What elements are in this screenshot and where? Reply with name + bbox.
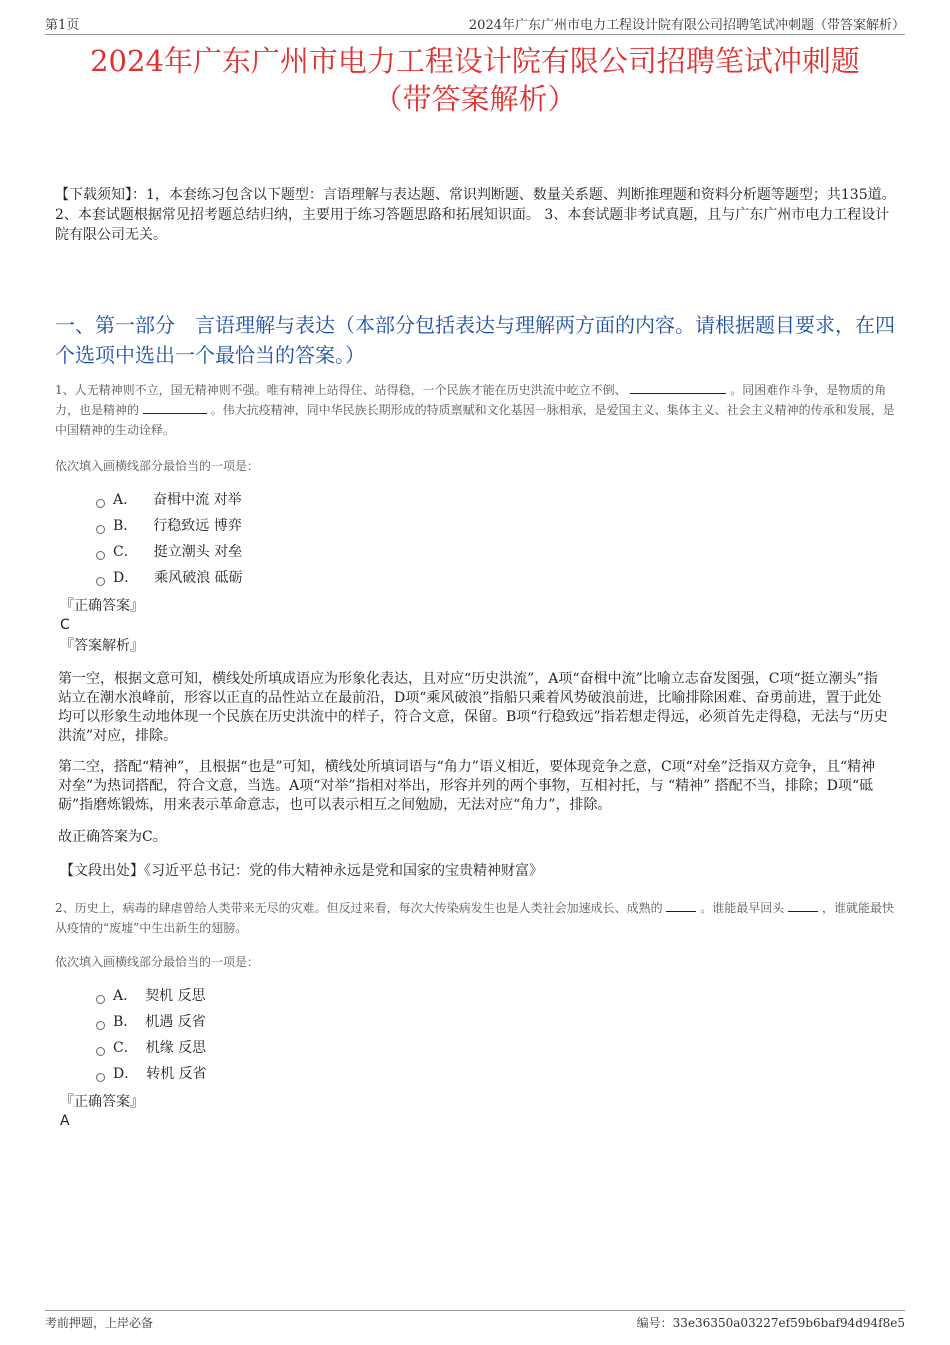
page-header (45, 14, 905, 35)
title-line-2: （带答案解析） (373, 82, 577, 116)
radio-icon[interactable] (96, 551, 105, 560)
q1-analysis-para-2: 第二空，搭配“精神”，且根据“也是”可知，横线处所填词语与“角力”语义相近，要体现竞争之意，C项“对垒”泛指双方竞争，且“精神对垒”为热词搭配，符合文意，当选。A项“对举”指相对举出，形容并列的两个事物，互相衬托，与 “精神” 搭配不当，排除；D项“砥砺”指磨炼锻炼，用来表示革命意志，也可以表示相互之间勉励，无法对应“角力”，排除。 (58, 759, 876, 813)
q1-options (96, 487, 243, 591)
footer-slogan: 考前押题，上岸必备 (45, 1316, 154, 1330)
q1-option-c[interactable]: C． 挺立潮头 对垒 (96, 539, 243, 565)
q2-answer-label: 『正确答案』 (60, 1094, 144, 1110)
q1-blank-2 (143, 401, 207, 414)
header-doc-title: 2024年广东广州市电力工程设计院有限公司招聘笔试冲刺题（带答案解析） (468, 18, 905, 33)
q2-answer: A (60, 1113, 70, 1129)
q1-source: 【文段出处】《习近平总书记：党的伟大精神永远是党和国家的宝贵精神财富》 (60, 863, 543, 879)
radio-icon[interactable] (96, 1047, 105, 1056)
q2-option-a[interactable]: A． 契机 反思 (96, 983, 207, 1009)
page-footer (45, 1310, 905, 1331)
section-title: 一、第一部分 言语理解与表达（本部分包括表达与理解两方面的内容。请根据题目要求，在四个选项中选出一个最恰当的答案。） (55, 313, 895, 367)
q1-option-d[interactable]: D． 乘风破浪 砥砺 (96, 565, 243, 591)
q1-analysis-label: 『答案解析』 (60, 638, 144, 654)
q1-text-c: 。伟大抗疫精神，同中华民族长期形成的特质禀赋和文化基因一脉相承，是爱国主义、集体主义、社会主义精神的传承和发展，是中国精神的生动诠释。 (55, 403, 895, 437)
q1-prompt: 依次填入画横线部分最恰当的一项是： (55, 459, 260, 473)
q1-answer-label: 『正确答案』 (60, 598, 144, 614)
q1-blank-1 (630, 381, 726, 394)
radio-icon[interactable] (96, 525, 105, 534)
q2-options (96, 983, 207, 1087)
q2-text-b: 。谁能最早回头 (700, 901, 785, 915)
q2-prompt: 依次填入画横线部分最恰当的一项是： (55, 955, 260, 969)
q2-blank-1 (666, 899, 696, 912)
radio-icon[interactable] (96, 995, 105, 1004)
question-2-text (55, 898, 895, 938)
q1-analysis-para-3: 故正确答案为C。 (58, 829, 167, 845)
q2-blank-2 (788, 899, 818, 912)
question-1-text (55, 380, 895, 440)
q2-text-c: ，谁就能最快从疫情的“废墟”中生出新生的翅膀。 (55, 901, 894, 935)
q2-text-a: 2、历史上，病毒的肆虐曾给人类带来无尽的灾难。但反过来看，每次大传染病发生也是人类社会加速成长、成熟的 (55, 901, 663, 915)
page-number: 第1页 (45, 18, 80, 33)
download-notice: 【下载须知】：1，本套练习包含以下题型：言语理解与表达题、常识判断题、数量关系题、判断推理题和资料分析题等题型；共135道。 2、本套试题根据常见招考题总结归纳，主要用于练习答题思路和拓展知识面。 3、本套试题非考试真题，且与广东广州市电力工程设计院有限公司无关。 (55, 187, 896, 243)
q2-option-b[interactable]: B． 机遇 反省 (96, 1009, 207, 1035)
q1-analysis-para-1: 第一空，根据文意可知，横线处所填成语应为形象化表达，且对应“历史洪流”，A项“奋楫中流”比喻立志奋发图强，C项“挺立潮头”指站立在潮水浪峰前，形容以正直的品性站立在最前沿，D项“乘风破浪”指船只乘着风势破浪前进，比喻排除困难、奋勇前进，置于此处均可以形象生动地体现一个民族在历史洪流中的样子，符合文意，保留。B项“行稳致远”指若想走得远，必须首先走得稳，无法与“历史洪流”对应，排除。 (58, 671, 888, 744)
q2-option-c[interactable]: C． 机缘 反思 (96, 1035, 207, 1061)
radio-icon[interactable] (96, 1021, 105, 1030)
footer-serial: 编号：33e36350a03227ef59b6baf94d94f8e5 (636, 1316, 905, 1330)
document-title (0, 42, 950, 118)
radio-icon[interactable] (96, 499, 105, 508)
q1-text-b: 。同困难作斗争，是物质的角力，也是精神的 (55, 383, 887, 417)
q1-option-a[interactable]: A． 奋楫中流 对举 (96, 487, 243, 513)
q1-answer: C (60, 617, 70, 633)
title-line-1: 2024年广东广州市电力工程设计院有限公司招聘笔试冲刺题 (90, 44, 860, 78)
q2-option-d[interactable]: D． 转机 反省 (96, 1061, 207, 1087)
q1-option-b[interactable]: B． 行稳致远 博弈 (96, 513, 243, 539)
q1-text-a: 1、人无精神则不立，国无精神则不强。唯有精神上站得住、站得稳，一个民族才能在历史洪流中屹立不倒、 (55, 383, 627, 397)
radio-icon[interactable] (96, 577, 105, 586)
radio-icon[interactable] (96, 1073, 105, 1082)
